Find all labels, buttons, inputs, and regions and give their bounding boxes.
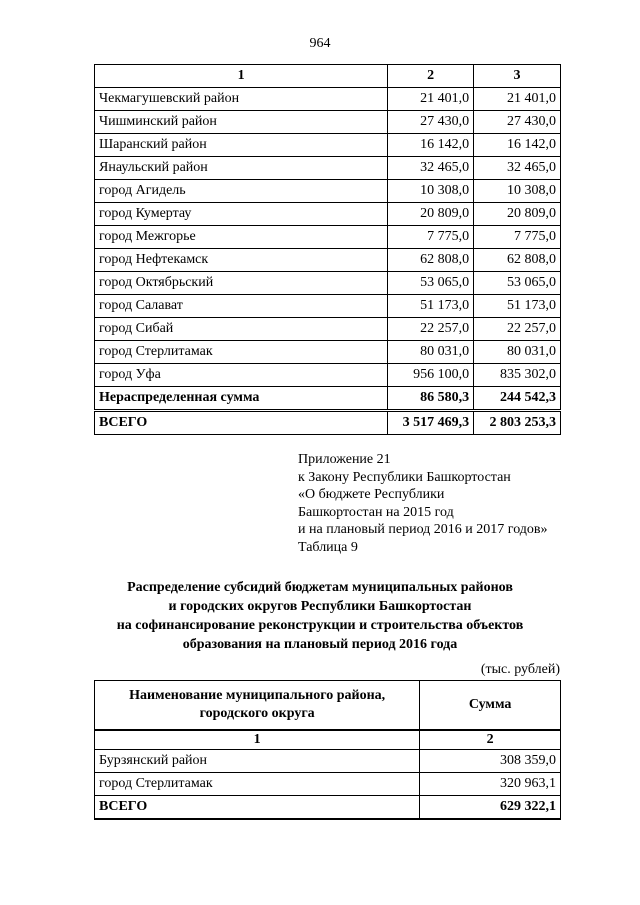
- appendix-line: и на плановый период 2016 и 2017 годов»: [298, 522, 548, 537]
- header-municipality: Наименование муниципального района, городского округа: [95, 681, 420, 731]
- row-value-cell: 27 430,0: [474, 111, 561, 134]
- row-value-cell: 7 775,0: [474, 226, 561, 249]
- header-col-1: 1: [95, 65, 388, 88]
- header-col-3: 3: [474, 65, 561, 88]
- table-row: [95, 318, 561, 341]
- appendix-line: Таблица 9: [298, 539, 358, 555]
- appendix-line: «О бюджете Республики: [298, 487, 445, 502]
- row-value-cell: 62 808,0: [474, 249, 561, 272]
- row-name-cell: город Стерлитамак: [95, 773, 420, 796]
- row-name-cell: Чекмагушевский район: [95, 88, 388, 111]
- table-row: [95, 157, 561, 180]
- row-value-cell: 835 302,0: [474, 364, 561, 387]
- table-row: [95, 180, 561, 203]
- row-value-cell: 320 963,1: [420, 773, 561, 796]
- subsidy-table-continued: [94, 64, 561, 435]
- row-name-cell: город Стерлитамак: [95, 341, 388, 364]
- row-name-cell: город Уфа: [95, 364, 388, 387]
- row-value-cell: 308 359,0: [420, 750, 561, 773]
- header-sum: Сумма: [420, 681, 561, 731]
- header-col-2: 2: [388, 65, 474, 88]
- table-row: [95, 773, 561, 796]
- row-value-cell: 51 173,0: [474, 295, 561, 318]
- table-row: [95, 295, 561, 318]
- row-name-cell: город Агидель: [95, 180, 388, 203]
- row-value-cell: 62 808,0: [388, 249, 474, 272]
- row-name-cell: город Кумертау: [95, 203, 388, 226]
- table-subheader-row: [95, 730, 561, 750]
- row-name-cell: ВСЕГО: [95, 411, 388, 435]
- page-number: 964: [309, 36, 331, 51]
- table-row: [95, 203, 561, 226]
- subsidy-table-2016: [94, 680, 561, 820]
- row-name-cell: Шаранский район: [95, 134, 388, 157]
- appendix-line: Башкортостан на 2015 год: [298, 504, 454, 520]
- section-title: [40, 578, 600, 654]
- row-value-cell: 16 142,0: [388, 134, 474, 157]
- row-name-cell: Янаульский район: [95, 157, 388, 180]
- row-name-cell: город Нефтекамск: [95, 249, 388, 272]
- table-row: [95, 341, 561, 364]
- row-value-cell: 86 580,3: [388, 387, 474, 411]
- subheader-col-2: 2: [420, 730, 561, 750]
- row-value-cell: 22 257,0: [474, 318, 561, 341]
- row-name-cell: ВСЕГО: [95, 796, 420, 820]
- row-value-cell: 80 031,0: [388, 341, 474, 364]
- row-value-cell: 80 031,0: [474, 341, 561, 364]
- appendix-line: к Закону Республики Башкортостан: [298, 469, 511, 485]
- title-line: на софинансирование реконструкции и строительства объектов: [116, 618, 524, 633]
- row-name-cell: Нераспределенная сумма: [95, 387, 388, 411]
- row-value-cell: 32 465,0: [388, 157, 474, 180]
- row-name-cell: город Сибай: [95, 318, 388, 341]
- title-line: образования на плановый период 2016 года: [182, 637, 458, 652]
- subheader-col-1: 1: [95, 730, 420, 750]
- table-row: [95, 111, 561, 134]
- table-row: [95, 134, 561, 157]
- row-value-cell: 32 465,0: [474, 157, 561, 180]
- row-value-cell: 629 322,1: [420, 796, 561, 820]
- row-value-cell: 21 401,0: [474, 88, 561, 111]
- row-value-cell: 20 809,0: [388, 203, 474, 226]
- row-value-cell: 51 173,0: [388, 295, 474, 318]
- appendix-note: [298, 451, 548, 556]
- row-value-cell: 956 100,0: [388, 364, 474, 387]
- table-row: [95, 249, 561, 272]
- row-value-cell: 53 065,0: [474, 272, 561, 295]
- row-value-cell: 244 542,3: [474, 387, 561, 411]
- title-line: и городских округов Республики Башкортостан: [168, 599, 472, 614]
- units-label: (тыс. рублей): [480, 662, 560, 677]
- table-row: [95, 226, 561, 249]
- row-value-cell: 20 809,0: [474, 203, 561, 226]
- table-row: [95, 272, 561, 295]
- title-line: Распределение субсидий бюджетам муниципальных районов: [127, 580, 513, 595]
- table-row: [95, 364, 561, 387]
- table-row: [95, 750, 561, 773]
- row-value-cell: 21 401,0: [388, 88, 474, 111]
- total-row: [95, 796, 561, 820]
- row-value-cell: 2 803 253,3: [474, 411, 561, 435]
- table-header-row: [95, 65, 561, 88]
- row-value-cell: 53 065,0: [388, 272, 474, 295]
- row-name-cell: Бурзянский район: [95, 750, 420, 773]
- row-name-cell: город Межгорье: [95, 226, 388, 249]
- row-name-cell: город Салават: [95, 295, 388, 318]
- appendix-line: Приложение 21: [298, 452, 391, 467]
- row-value-cell: 3 517 469,3: [388, 411, 474, 435]
- row-value-cell: 27 430,0: [388, 111, 474, 134]
- table-row: [95, 88, 561, 111]
- row-name-cell: город Октябрьский: [95, 272, 388, 295]
- table-header-row: [95, 681, 561, 731]
- row-value-cell: 10 308,0: [474, 180, 561, 203]
- row-value-cell: 16 142,0: [474, 134, 561, 157]
- row-value-cell: 22 257,0: [388, 318, 474, 341]
- row-value-cell: 7 775,0: [388, 226, 474, 249]
- row-name-cell: Чишминский район: [95, 111, 388, 134]
- unallocated-row: [95, 387, 561, 411]
- total-row: [95, 411, 561, 435]
- row-value-cell: 10 308,0: [388, 180, 474, 203]
